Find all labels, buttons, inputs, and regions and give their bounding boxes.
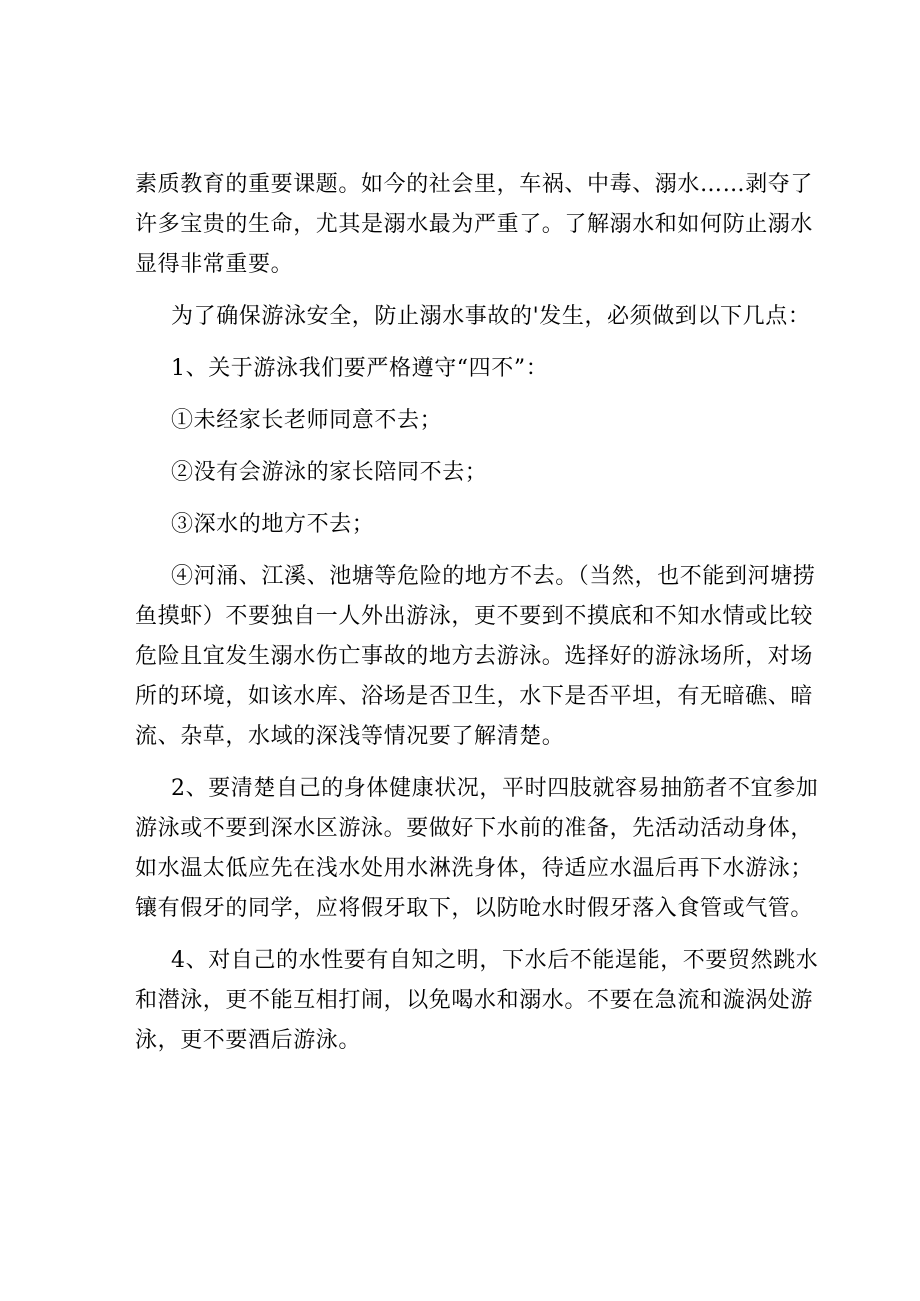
paragraph-rule-2: 2、要清楚自己的身体健康状况，平时四肢就容易抽筋者不宜参加游泳或不要到深水区游泳。要做好下水前的准备，先活动活动身体，如水温太低应先在浅水处用水淋洗身体，待适应水温后再下水游泳；镶有假牙的同学，应将假牙取下，以防呛水时假牙落入食管或气管。 bbox=[135, 776, 819, 921]
list-item-2: ②没有会游泳的家长陪同不去； bbox=[171, 460, 488, 485]
list-item-3: ③深水的地方不去； bbox=[171, 512, 375, 537]
list-item-4: ④河涌、江溪、池塘等危险的地方不去。（当然，也不能到河塘捞鱼摸虾）不要独自一人外出游泳，更不要到不摸底和不知水情或比较危险且宜发生溺水伤亡事故的地方去游泳。选择好的游泳场所，对场所的环境，如该水库、浴场是否卫生，水下是否平坦，有无暗礁、暗流、杂草，水域的深浅等情况要了解清楚。 bbox=[135, 564, 816, 749]
list-item-1: ①未经家长老师同意不去； bbox=[171, 408, 443, 433]
paragraph-safety-rules-intro: 为了确保游泳安全，防止溺水事故的'发生，必须做到以下几点： bbox=[171, 304, 811, 329]
paragraph-rule-4: 4、对自己的水性要有自知之明，下水后不能逞能，不要贸然跳水和潜泳，更不能互相打闹，以免喝水和溺水。不要在急流和漩涡处游泳，更不要酒后游泳。 bbox=[135, 948, 819, 1053]
paragraph-rule-1: 1、关于游泳我们要严格遵守“四不”： bbox=[171, 356, 549, 381]
document-body bbox=[135, 165, 835, 1061]
paragraph-intro: 素质教育的重要课题。如今的社会里，车祸、中毒、溺水……剥夺了许多宝贵的生命，尤其是溺水最为严重了。了解溺水和如何防止溺水显得非常重要。 bbox=[135, 172, 814, 277]
